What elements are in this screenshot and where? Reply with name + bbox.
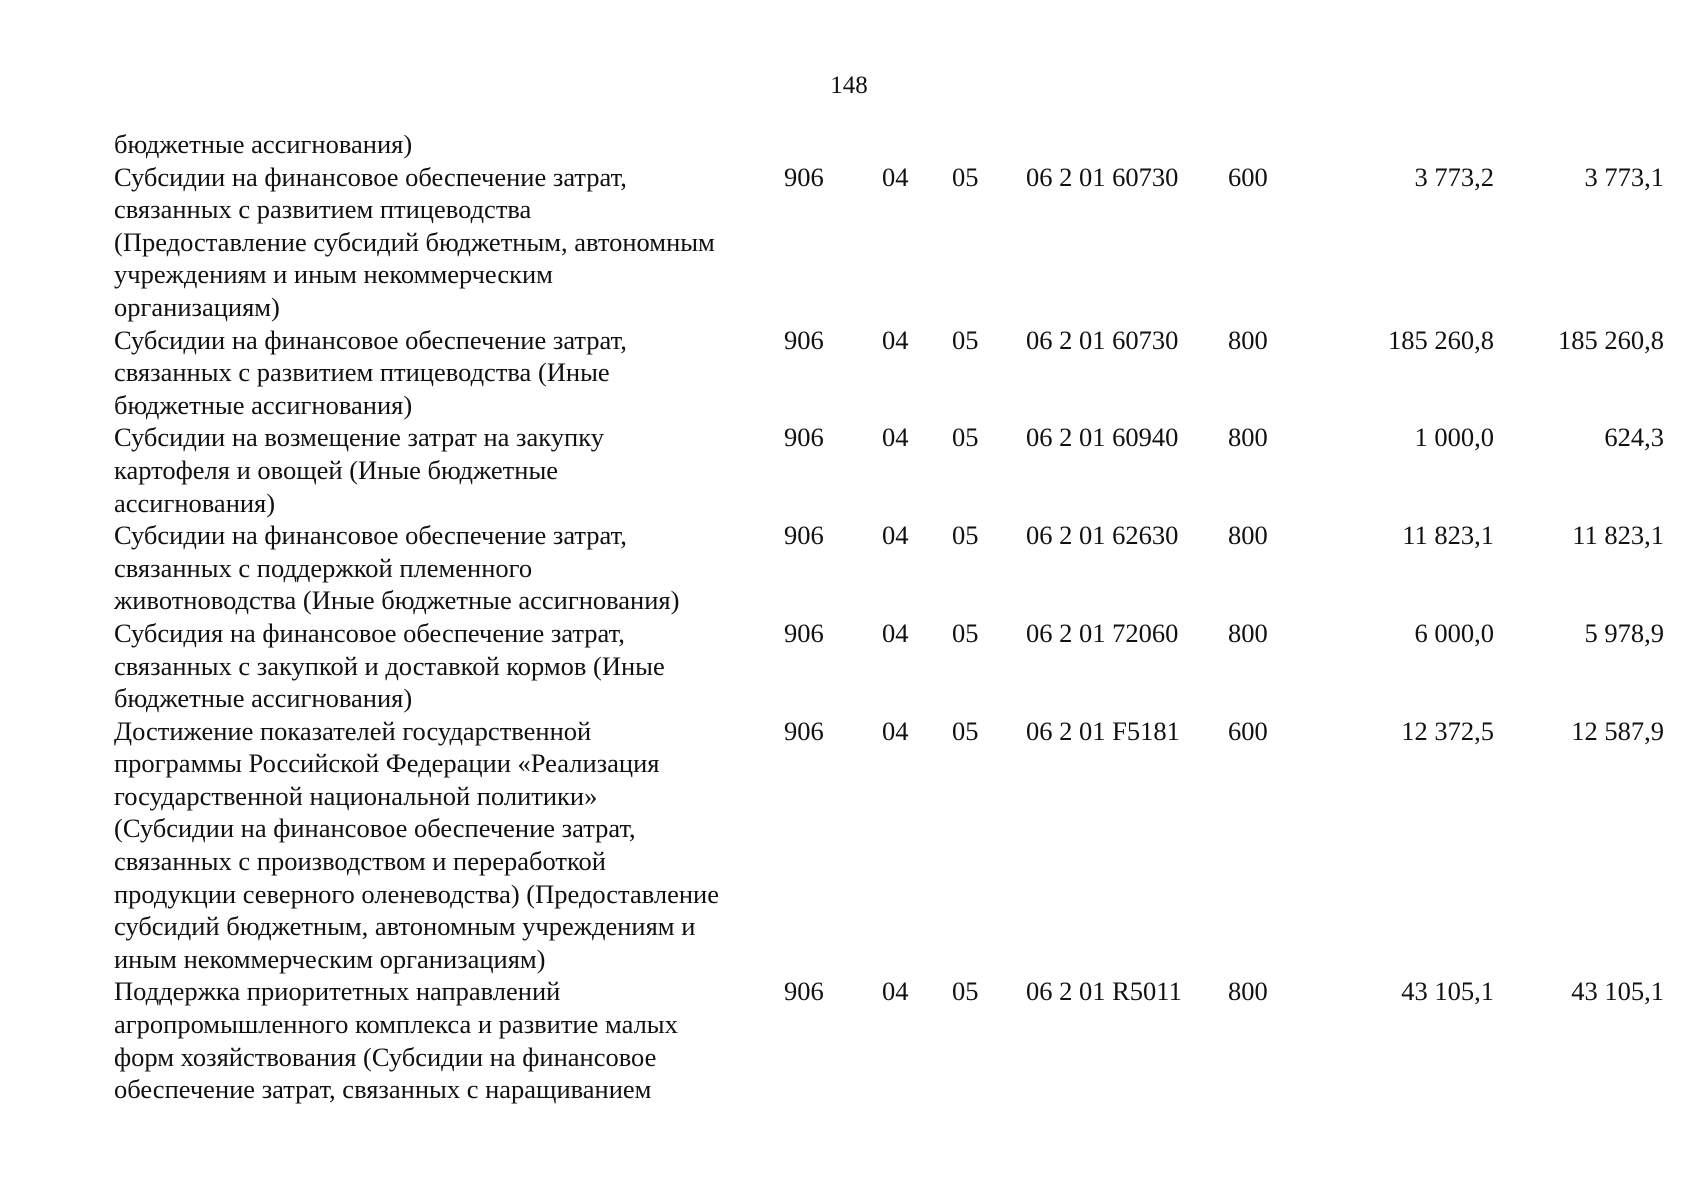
row-name-line: государственной национальной политики» (114, 780, 598, 811)
cell-section: 04 (882, 715, 909, 746)
cell-section: 04 (882, 617, 909, 648)
row-name (114, 715, 784, 976)
row-name-line: бюджетные ассигнования) (114, 389, 413, 420)
cell-expense-type (1228, 128, 1324, 161)
cell-plan-amount: 3 773,2 (1414, 161, 1494, 192)
cell-target-article: 06 2 01 R5011 (1026, 976, 1182, 1007)
row-name-line: связанных с производством и переработкой (114, 846, 606, 877)
table-row (114, 161, 1664, 324)
budget-table (114, 128, 1664, 1106)
row-name (114, 519, 784, 617)
row-name-line: бюджетные ассигнования) (114, 683, 413, 714)
row-name-line: Субсидии на финансовое обеспечение затрат, (114, 520, 627, 551)
row-name (114, 975, 784, 1105)
budget-table-body (114, 128, 1664, 1106)
cell-grbs: 906 (784, 161, 824, 192)
row-name (114, 128, 784, 161)
row-name-line: Субсидии на финансовое обеспечение затрат, (114, 324, 627, 355)
cell-plan-amount: 43 105,1 (1401, 976, 1494, 1007)
row-name (114, 617, 784, 715)
cell-target-article: 06 2 01 62630 (1026, 520, 1179, 551)
cell-grbs: 906 (784, 715, 824, 746)
row-name-line: иным некоммерческим организациям) (114, 943, 546, 974)
cell-fact-amount: 185 260,8 (1558, 324, 1664, 355)
cell-grbs (784, 128, 882, 161)
row-name-line: связанных с развитием птицеводства (114, 194, 532, 225)
row-name-line: картофеля и овощей (Иные бюджетные (114, 454, 559, 485)
cell-grbs: 906 (784, 422, 824, 453)
table-row (114, 128, 1664, 161)
row-name-line: субсидий бюджетным, автономным учреждениям и (114, 911, 696, 942)
cell-plan-amount: 6 000,0 (1414, 617, 1494, 648)
row-name-line: Субсидии на финансовое обеспечение затрат, (114, 161, 627, 192)
table-row (114, 324, 1664, 422)
row-name-line: животноводства (Иные бюджетные ассигнования) (114, 585, 680, 616)
cell-subsection: 05 (952, 715, 979, 746)
row-name-line: Субсидия на финансовое обеспечение затрат, (114, 617, 625, 648)
cell-fact-amount: 12 587,9 (1571, 715, 1664, 746)
cell-plan-amount: 11 823,1 (1402, 520, 1494, 551)
cell-expense-type: 800 (1228, 617, 1268, 648)
row-name-line: ассигнования) (114, 487, 276, 518)
cell-section: 04 (882, 976, 909, 1007)
cell-subsection (952, 128, 1026, 161)
cell-fact-amount: 5 978,9 (1584, 617, 1664, 648)
cell-grbs: 906 (784, 520, 824, 551)
cell-subsection: 05 (952, 520, 979, 551)
cell-section: 04 (882, 422, 909, 453)
table-row (114, 617, 1664, 715)
row-name-line: (Субсидии на финансовое обеспечение затрат, (114, 813, 636, 844)
row-name (114, 161, 784, 324)
cell-target-article: 06 2 01 72060 (1026, 617, 1179, 648)
table-row (114, 421, 1664, 519)
row-name-line: форм хозяйствования (Субсидии на финансовое (114, 1041, 657, 1072)
page-number: 148 (830, 72, 868, 99)
cell-fact-amount: 43 105,1 (1571, 976, 1664, 1007)
cell-expense-type: 800 (1228, 422, 1268, 453)
row-name-line: программы Российской Федерации «Реализация (114, 748, 660, 779)
cell-subsection: 05 (952, 324, 979, 355)
cell-section: 04 (882, 324, 909, 355)
row-name-line: агропромышленного комплекса и развитие малых (114, 1009, 678, 1040)
row-name-line: Субсидии на возмещение затрат на закупку (114, 422, 604, 453)
cell-grbs: 906 (784, 324, 824, 355)
cell-target-article: 06 2 01 F5181 (1026, 715, 1180, 746)
cell-expense-type: 800 (1228, 324, 1268, 355)
row-name-line: (Предоставление субсидий бюджетным, автономным (114, 226, 715, 257)
cell-plan-amount: 185 260,8 (1388, 324, 1494, 355)
cell-expense-type: 600 (1228, 715, 1268, 746)
row-name-line: организациям) (114, 291, 280, 322)
cell-subsection: 05 (952, 161, 979, 192)
cell-grbs: 906 (784, 976, 824, 1007)
cell-target-article (1026, 128, 1228, 161)
row-name-line: связанных с поддержкой племенного (114, 552, 533, 583)
cell-plan-amount: 12 372,5 (1401, 715, 1494, 746)
row-name (114, 421, 784, 519)
cell-expense-type: 800 (1228, 976, 1268, 1007)
cell-section (882, 128, 952, 161)
table-row (114, 715, 1664, 976)
cell-subsection: 05 (952, 617, 979, 648)
table-row (114, 975, 1664, 1105)
row-name-line: связанных с закупкой и доставкой кормов (Иные (114, 650, 665, 681)
cell-target-article: 06 2 01 60730 (1026, 324, 1179, 355)
cell-expense-type: 800 (1228, 520, 1268, 551)
cell-subsection: 05 (952, 976, 979, 1007)
row-name-line: учреждениям и иным некоммерческим (114, 259, 553, 290)
row-name-line: бюджетные ассигнования) (114, 129, 413, 159)
cell-target-article: 06 2 01 60940 (1026, 422, 1179, 453)
row-name-line: связанных с развитием птицеводства (Иные (114, 357, 610, 388)
row-name (114, 324, 784, 422)
row-name-line: продукции северного оленеводства) (Предоставление (114, 878, 719, 909)
cell-fact-amount: 624,3 (1604, 422, 1664, 453)
row-name-line: Поддержка приоритетных направлений (114, 976, 561, 1007)
cell-fact-amount (1494, 128, 1664, 161)
cell-plan-amount: 1 000,0 (1414, 422, 1494, 453)
cell-grbs: 906 (784, 617, 824, 648)
row-name-line: Достижение показателей государственной (114, 715, 592, 746)
row-name-line: обеспечение затрат, связанных с наращиванием (114, 1074, 652, 1105)
cell-subsection: 05 (952, 422, 979, 453)
cell-fact-amount: 3 773,1 (1584, 161, 1664, 192)
cell-plan-amount (1324, 128, 1494, 161)
cell-target-article: 06 2 01 60730 (1026, 161, 1179, 192)
cell-section: 04 (882, 520, 909, 551)
cell-expense-type: 600 (1228, 161, 1268, 192)
table-row (114, 519, 1664, 617)
cell-section: 04 (882, 161, 909, 192)
cell-fact-amount: 11 823,1 (1572, 520, 1664, 551)
